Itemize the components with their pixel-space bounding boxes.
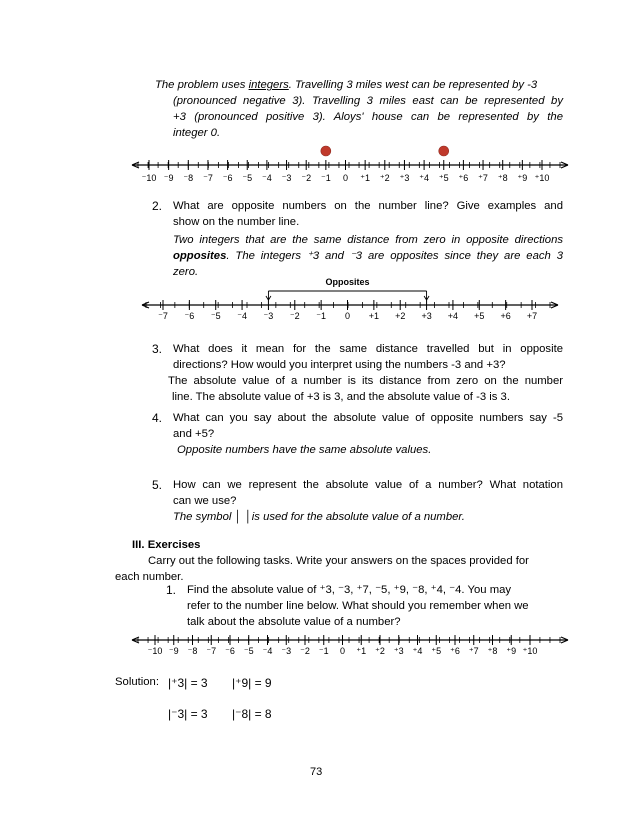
tick-label: ⁻10	[141, 173, 157, 183]
tick-label: ⁻1	[316, 311, 327, 321]
opposites-arrow	[424, 291, 429, 300]
absolute-value-symbol: │ │	[234, 511, 252, 523]
tick-label: ⁻8	[187, 646, 198, 656]
tick-label: ⁺2	[375, 646, 385, 656]
tick-label: ⁺8	[487, 646, 498, 656]
house-dot	[439, 146, 449, 156]
number-line-3	[130, 630, 570, 662]
tick-label: ⁺5	[431, 646, 442, 656]
tick-label: ⁻3	[263, 311, 274, 321]
house-dot	[321, 146, 331, 156]
tick-label: ⁻9	[163, 173, 174, 183]
exercise-1: 1. Find the absolute value of ⁺3, ⁻3, ⁺7, ⁻5, ⁺9, ⁻8, ⁺4, ⁻4. You may refer to the number line below. What should you remember when we talk about the absolute value of a number?	[166, 583, 529, 628]
number-line-3-svg	[130, 630, 570, 662]
tick-label: ⁺3	[393, 646, 404, 656]
tick-label: ⁻6	[222, 173, 233, 183]
tick-label: ⁺10	[522, 646, 538, 656]
tick-label: +6	[500, 311, 511, 321]
tick-label: ⁺5	[438, 173, 449, 183]
question-2: 2. What are opposite numbers on the number line? Give examples and show on the number line. Two integers that are the same distance from zero in opposite directions opposites. The integers ⁺3 and ⁻3 are opposites since they are each 3 zero.	[152, 199, 563, 278]
tick-label: ⁻6	[184, 311, 195, 321]
tick-label: ⁻6	[225, 646, 235, 656]
tick-label: 0	[344, 311, 351, 321]
tick-label: ⁺9	[517, 173, 528, 183]
tick-label: ⁻2	[301, 173, 312, 183]
tick-label: +3	[421, 311, 432, 321]
tick-label: +5	[474, 311, 485, 321]
solution-label: Solution:	[115, 676, 159, 688]
tick-label: +4	[447, 311, 459, 321]
number-line-1-svg	[130, 145, 570, 190]
number-line-2-svg	[140, 275, 560, 325]
tick-label: ⁻5	[243, 646, 254, 656]
solution-answer-3: |⁻3| = 3	[168, 707, 208, 721]
question-3: 3. What does it mean for the same distance travelled but in opposite directions? How would you interpret using the numbers -3 and +3? The absolute value of a number is its distance from zero on the number line. The absolute value of +3 is 3, and the absolute value of -3 is 3.	[152, 342, 563, 403]
tick-label: ⁻7	[206, 646, 217, 656]
opposites-title: Opposites	[325, 277, 370, 287]
section-exercises: III. Exercises Carry out the following tasks. Write your answers on the spaces provided for each number.	[115, 537, 565, 585]
tick-label: ⁻1	[320, 173, 331, 183]
tick-label: ⁺4	[419, 173, 429, 183]
question-5: 5. How can we represent the absolute value of a number? What notation can we use? The symbol │ │is used for the absolute value of a number.	[152, 478, 563, 523]
tick-label: ⁻1	[318, 646, 329, 656]
solution-answer-2: |⁺9| = 9	[232, 676, 272, 690]
tick-label: ⁺9	[506, 646, 517, 656]
intro-paragraph: The problem uses integers. Travelling 3 miles west can be represented by -3 (pronounced negative 3). Travelling 3 miles east can be represented by +3 (pronounced positive 3). Aloys' house can be represented by the integer 0.	[155, 79, 563, 139]
tick-label: ⁺1	[356, 646, 367, 656]
tick-label: ⁻8	[183, 173, 194, 183]
tick-label: ⁻3	[281, 646, 292, 656]
tick-label: +1	[368, 311, 379, 321]
tick-label: ⁻7	[203, 173, 213, 183]
tick-label: ⁻7	[158, 311, 168, 321]
tick-label: ⁻2	[289, 311, 300, 321]
tick-label: ⁺3	[399, 173, 410, 183]
section-heading: III. Exercises	[132, 539, 201, 551]
tick-label: ⁻5	[242, 173, 253, 183]
tick-label: 0	[339, 646, 346, 656]
tick-label: ⁻4	[237, 311, 247, 321]
tick-label: ⁻4	[262, 646, 273, 656]
tick-label: ⁺2	[379, 173, 390, 183]
opposites-term: opposites	[173, 250, 227, 262]
tick-label: ⁺4	[412, 646, 423, 656]
page-number: 73	[310, 766, 323, 778]
tick-label: ⁺7	[478, 173, 488, 183]
tick-label: +2	[395, 311, 406, 321]
tick-label: ⁻9	[168, 646, 179, 656]
integers-term: integers	[248, 79, 289, 91]
solution-answer-1: |⁺3| = 3	[168, 676, 208, 690]
number-line-1	[130, 145, 570, 190]
tick-label: ⁺10	[534, 173, 550, 183]
tick-label: ⁻10	[147, 646, 163, 656]
tick-label: ⁺6	[450, 646, 460, 656]
tick-label: ⁺6	[458, 173, 469, 183]
tick-label: 0	[342, 173, 349, 183]
opposites-arrow	[266, 291, 271, 300]
tick-label: ⁻2	[300, 646, 310, 656]
tick-label: ⁺7	[468, 646, 479, 656]
tick-label: ⁺1	[360, 173, 371, 183]
number-line-2	[140, 275, 560, 325]
question-4: 4. What can you say about the absolute value of opposite numbers say -5 and +5? Opposite numbers have the same absolute values.	[152, 411, 563, 456]
tick-label: +7	[526, 311, 538, 321]
tick-label: ⁺8	[497, 173, 508, 183]
solution-answer-4: |⁻8| = 8	[232, 707, 272, 721]
tick-label: ⁻5	[210, 311, 221, 321]
tick-label: ⁻4	[262, 173, 272, 183]
tick-label: ⁻3	[281, 173, 292, 183]
